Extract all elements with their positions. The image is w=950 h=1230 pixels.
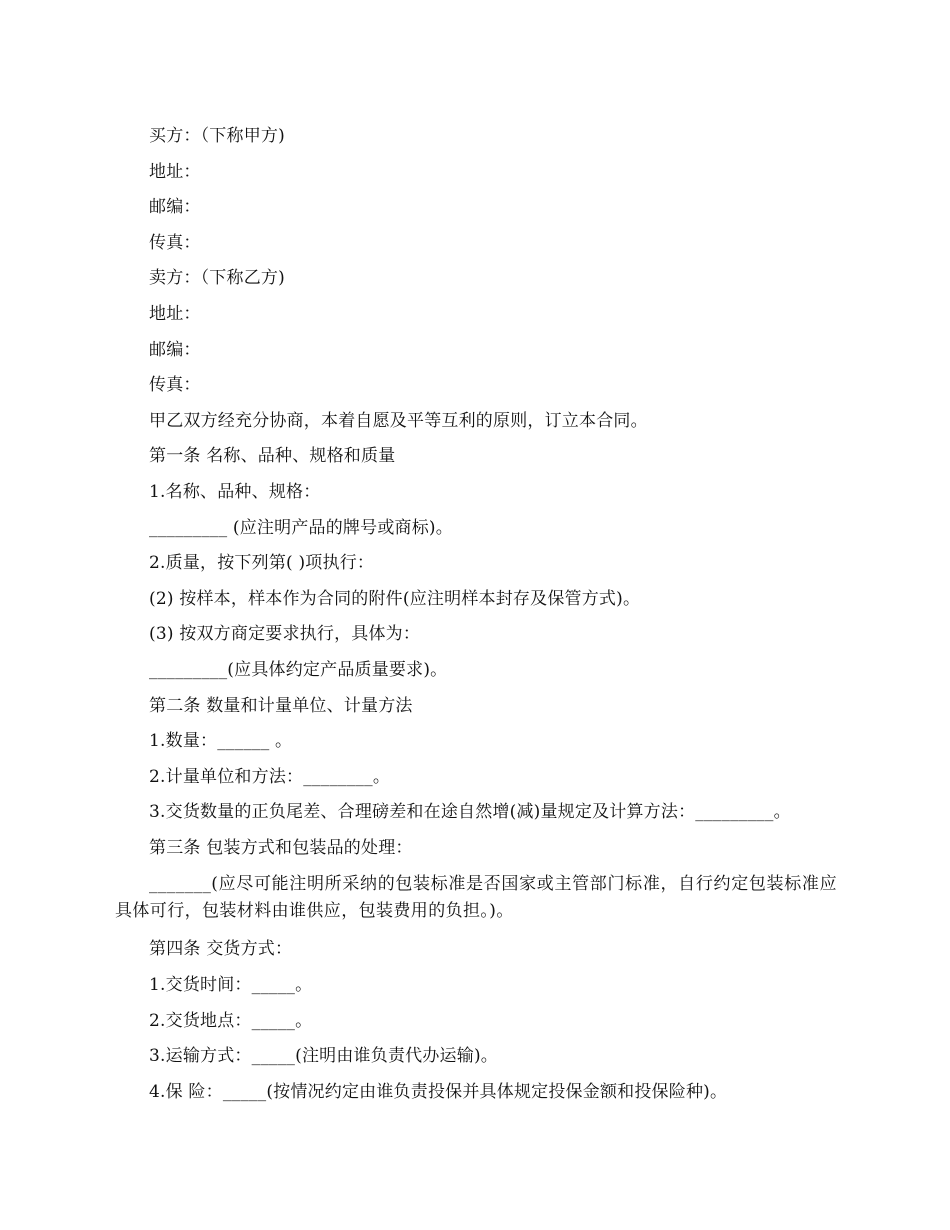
preamble-line: 甲乙双方经充分协商，本着自愿及平等互利的原则，订立本合同。	[149, 410, 648, 431]
article-1-item-2: 2.质量，按下列第( )项执行：	[149, 553, 375, 574]
seller-line: 卖方：（下称乙方)	[149, 268, 285, 289]
article-4-item-1: 1.交货时间：_____。	[149, 975, 313, 996]
article-1-item-2-blank: _________(应具体约定产品质量要求)。	[149, 659, 448, 680]
article-1-item-1-blank: _________ (应注明产品的牌号或商标)。	[149, 517, 453, 538]
article-2-item-1: 1.数量：______ 。	[149, 731, 293, 752]
article-4-heading: 第四条 交货方式：	[149, 939, 293, 960]
buyer-fax-line: 传真：	[149, 232, 201, 253]
article-1-heading: 第一条 名称、品种、规格和质量	[149, 446, 396, 467]
article-2-item-2: 2.计量单位和方法：________。	[149, 766, 391, 787]
article-4-item-3: 3.运输方式：_____(注明由谁负责代办运输)。	[149, 1046, 498, 1067]
article-1-item-2-option-2: (2) 按样本，样本作为合同的附件(应注明样本封存及保管方式)。	[149, 588, 641, 609]
article-1-item-1: 1.名称、品种、规格：	[149, 481, 321, 502]
buyer-address-line: 地址：	[149, 161, 201, 182]
article-3-paragraph: _______(应尽可能注明所采纳的包装标准是否国家或主管部门标准，自行约定包装标准应具体可行，包装材料由谁供应，包装费用的负担。)。	[115, 874, 837, 922]
contract-body	[115, 124, 837, 1115]
seller-fax-line: 传真：	[149, 375, 201, 396]
buyer-line: 买方：（下称甲方)	[149, 126, 285, 146]
article-4-item-2: 2.交货地点：_____。	[149, 1010, 313, 1031]
article-3-heading: 第三条 包装方式和包装品的处理：	[149, 837, 413, 858]
article-2-item-3: 3.交货数量的正负尾差、合理磅差和在途自然增(减)量规定及计算方法：_________。	[149, 802, 791, 823]
buyer-postcode-line: 邮编：	[149, 197, 201, 218]
seller-postcode-line: 邮编：	[149, 339, 201, 360]
article-2-heading: 第二条 数量和计量单位、计量方法	[149, 695, 413, 716]
article-1-item-2-option-3: (3) 按双方商定要求执行，具体为：	[149, 624, 421, 645]
seller-address-line: 地址：	[149, 303, 201, 324]
article-4-item-4: 4.保 险：_____(按情况约定由谁负责投保并具体规定投保金额和投保险种)。	[149, 1081, 728, 1102]
